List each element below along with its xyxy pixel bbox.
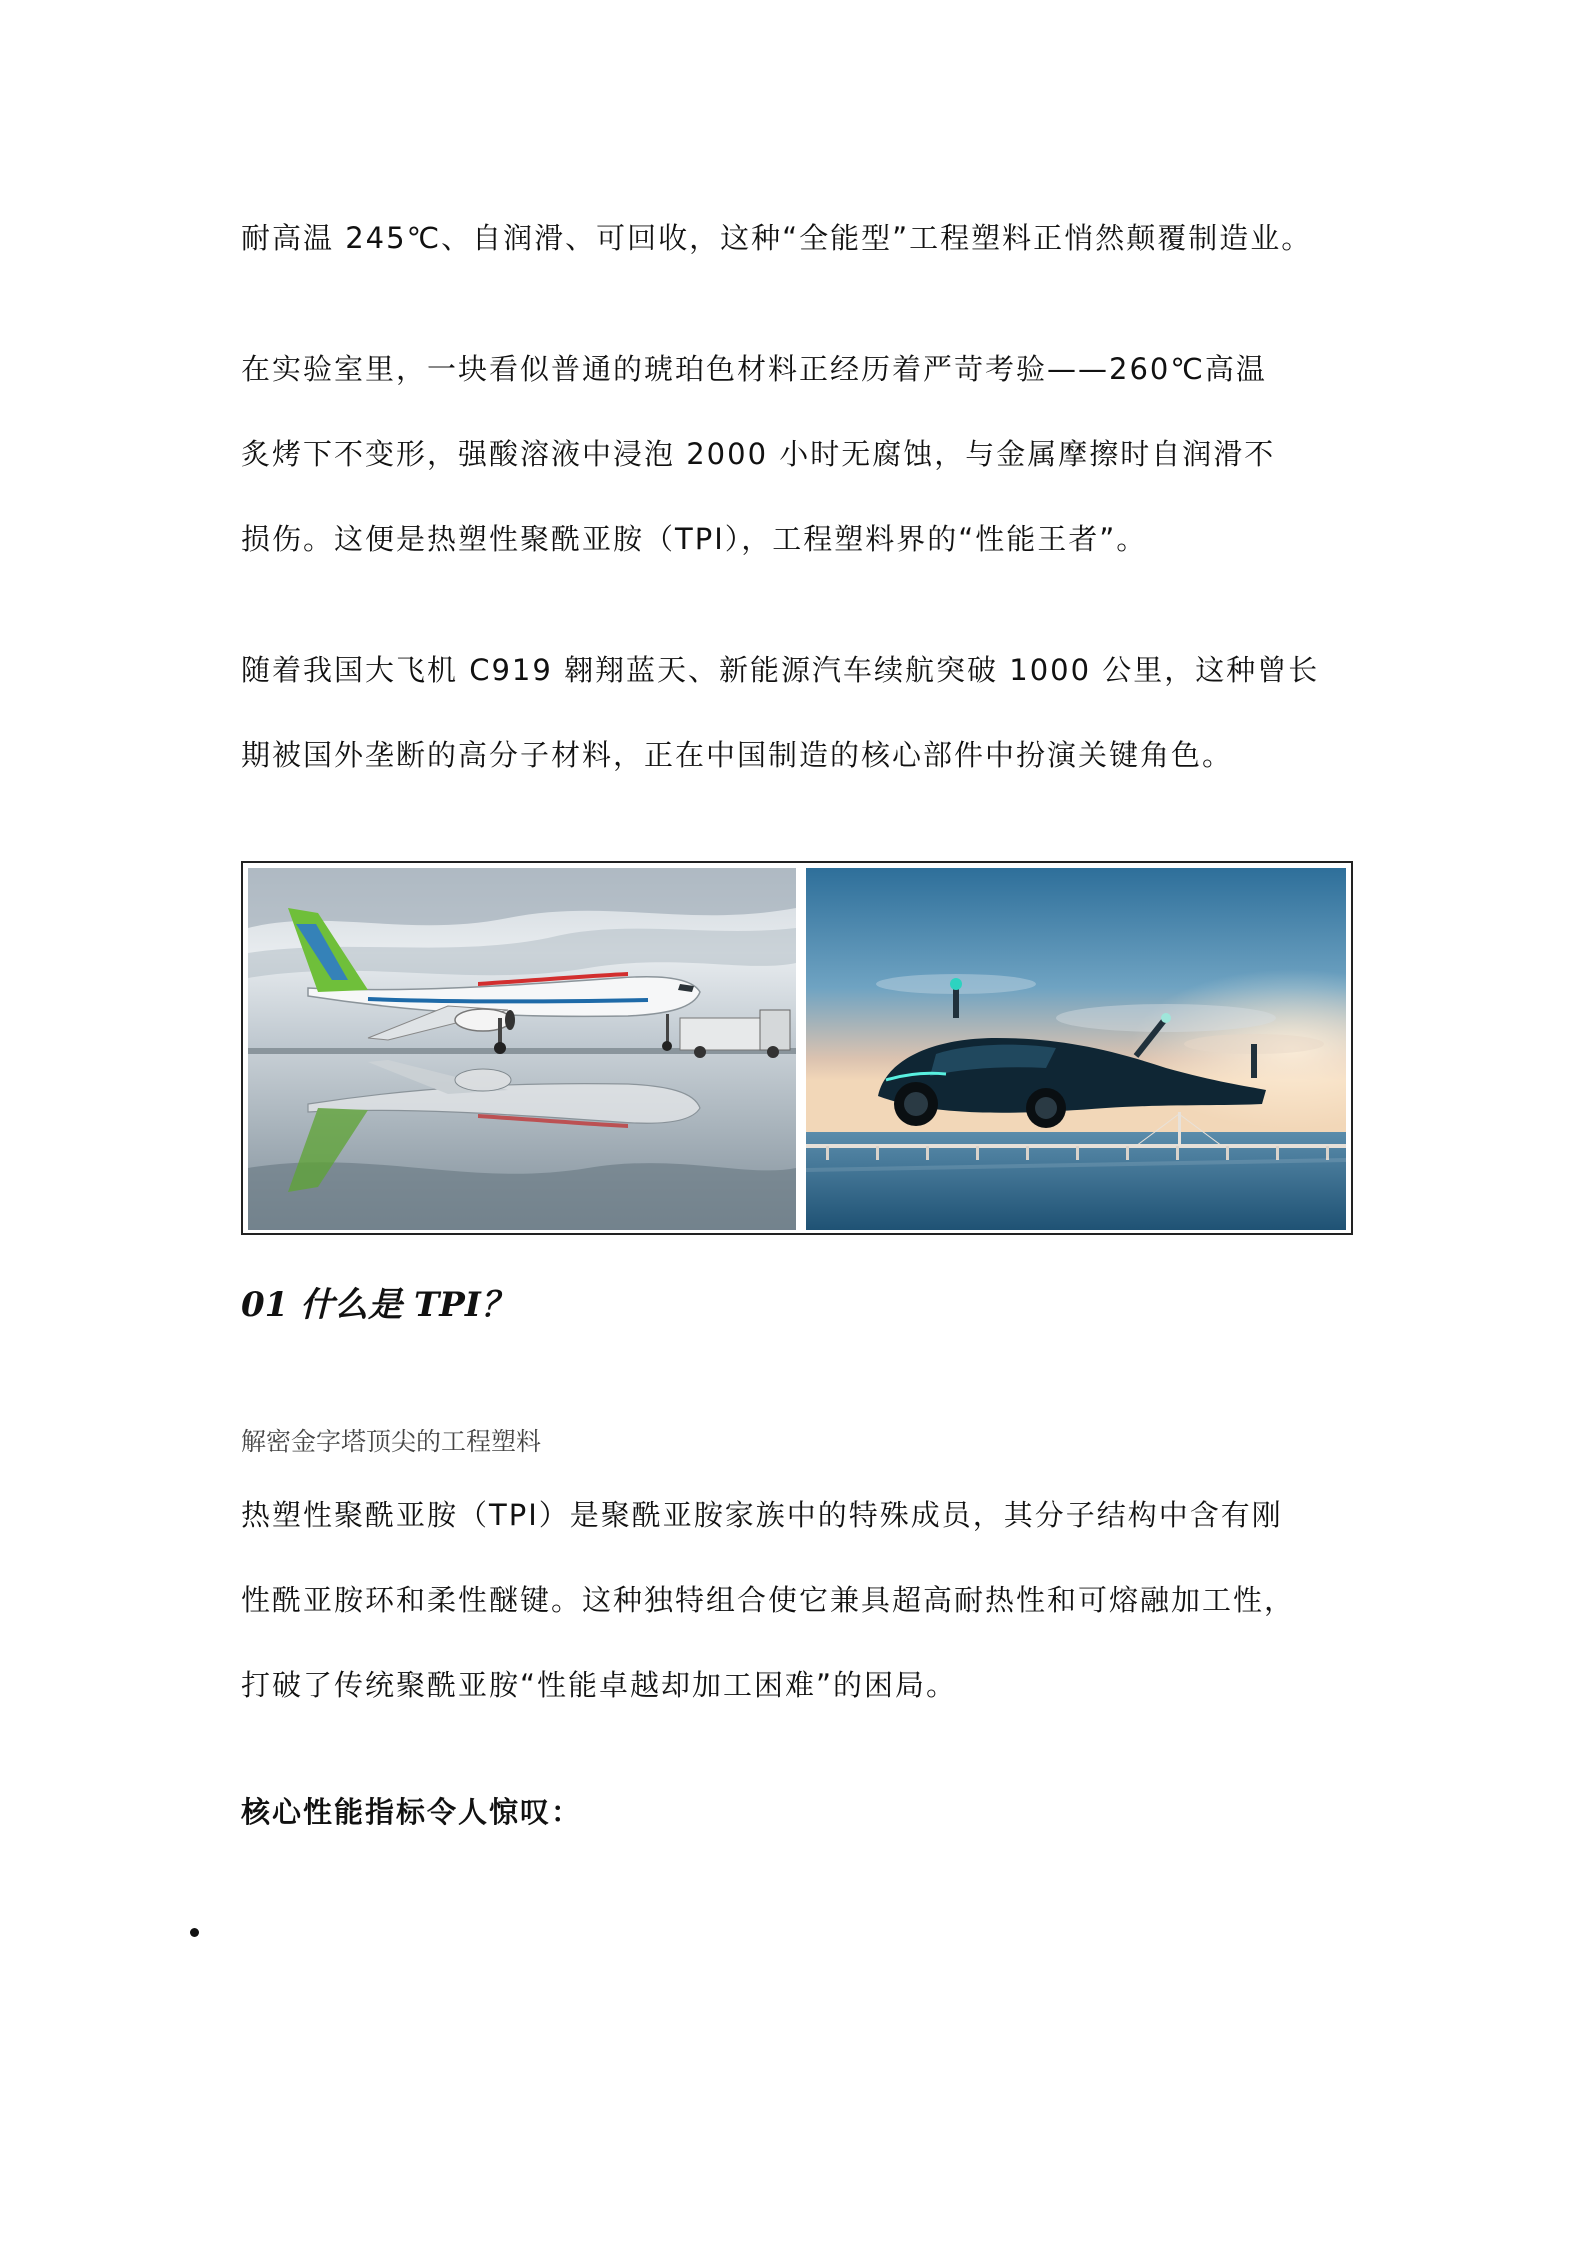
text-line: 在实验室里，一块看似普通的琥珀色材料正经历着严苛考验——260℃高温: [241, 352, 1267, 386]
section-subheading: 解密金字塔顶尖的工程塑料: [241, 1427, 542, 1456]
section-heading: 01 什么是 TPI？: [241, 1285, 515, 1325]
text-line: 随着我国大飞机 C919 翱翔蓝天、新能源汽车续航突破 1000 公里，这种曾长: [241, 653, 1320, 687]
text-line: 热塑性聚酰亚胺（TPI）是聚酰亚胺家族中的特殊成员，其分子结构中含有刚: [241, 1498, 1283, 1532]
text-line: 损伤。这便是热塑性聚酰亚胺（TPI），工程塑料界的“性能王者”。: [241, 522, 1148, 556]
airliner-photo: [248, 868, 796, 1230]
photo-figure: [241, 861, 1353, 1235]
china-paragraph: [241, 628, 1356, 798]
text-line: 打破了传统聚酰亚胺“性能卓越却加工困难”的困局。: [241, 1668, 958, 1702]
flying-car-photo: [806, 868, 1346, 1230]
core-performance-heading: 核心性能指标令人惊叹：: [241, 1795, 583, 1829]
bullet-point: [190, 1928, 199, 1937]
definition-paragraph: [241, 1473, 1356, 1728]
text-line: 耐高温 245℃、自润滑、可回收，这种“全能型”工程塑料正悄然颠覆制造业。: [241, 221, 1313, 255]
lab-paragraph: [241, 327, 1356, 582]
text-line: 性酰亚胺环和柔性醚键。这种独特组合使它兼具超高耐热性和可熔融加工性，: [241, 1583, 1296, 1617]
intro-paragraph: [241, 196, 1356, 281]
text-line: 期被国外垄断的高分子材料，正在中国制造的核心部件中扮演关键角色。: [241, 738, 1234, 772]
text-line: 炙烤下不变形，强酸溶液中浸泡 2000 小时无腐蚀，与金属摩擦时自润滑不: [241, 437, 1276, 471]
